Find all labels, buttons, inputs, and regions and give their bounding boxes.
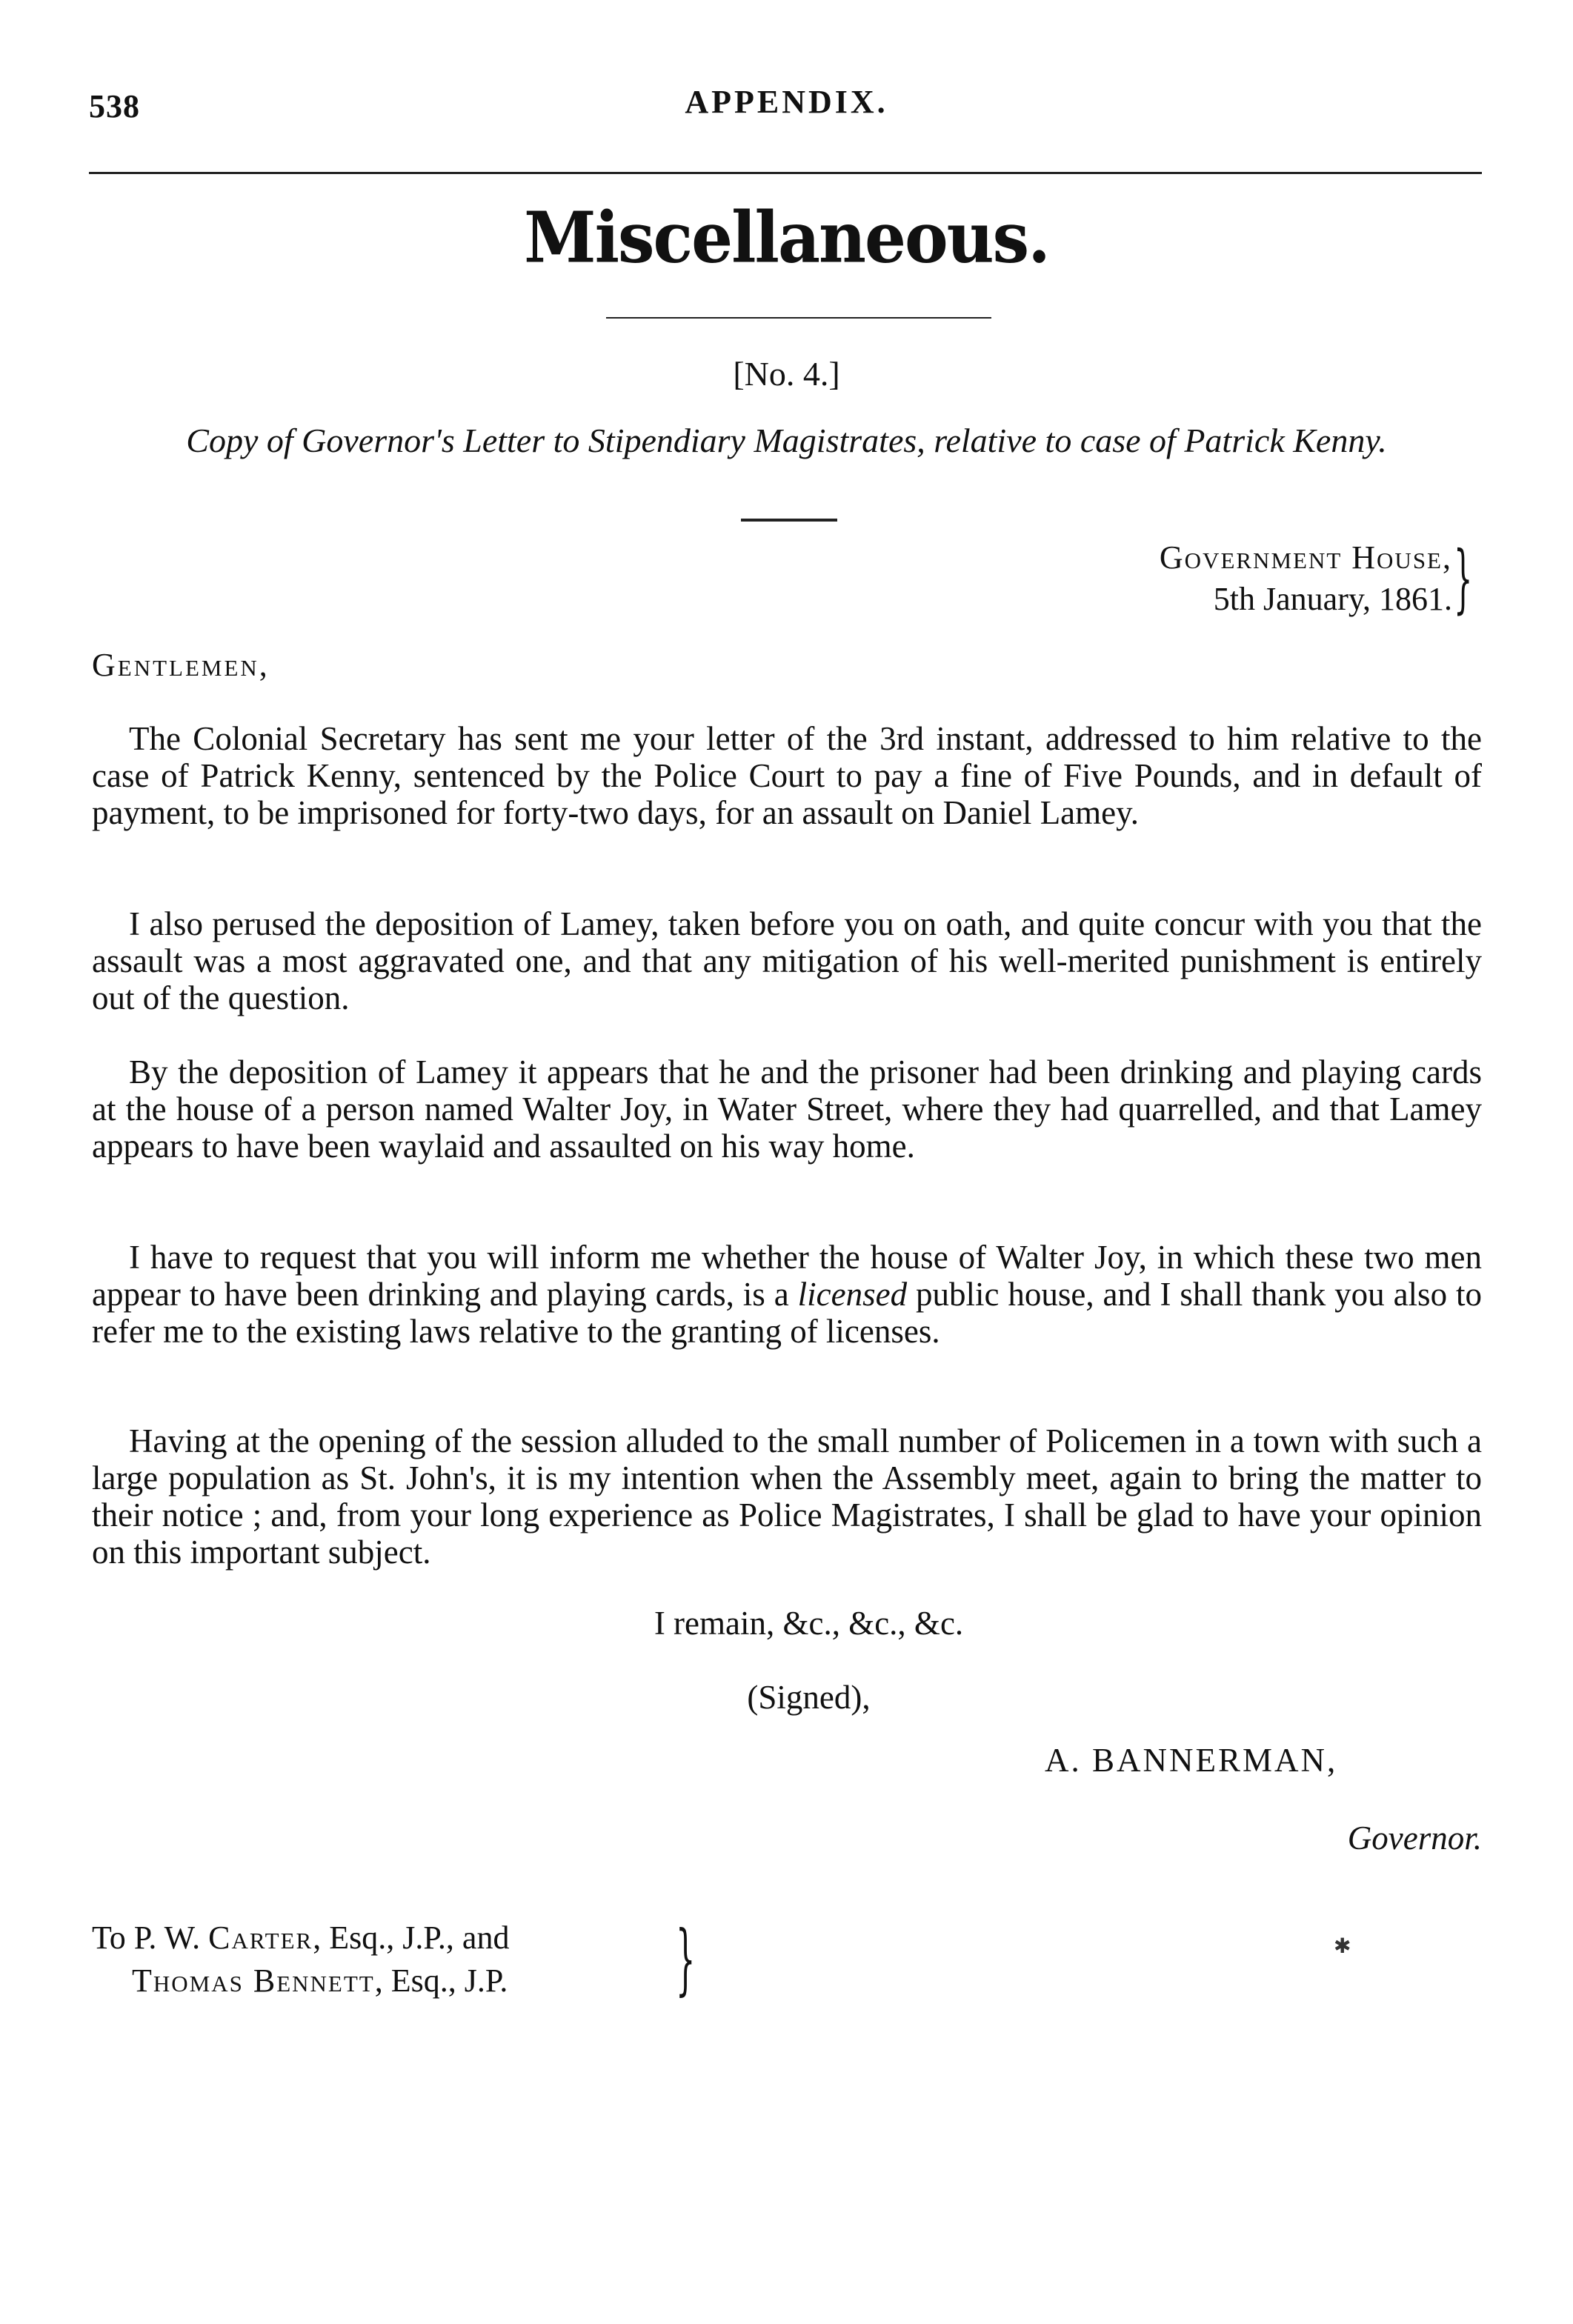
dateline-brace: } — [1454, 535, 1473, 622]
paragraph-4 — [92, 1239, 1482, 1350]
addressee-prefix: To P. W. — [92, 1920, 209, 1956]
paragraph-1: The Colonial Secretary has sent me your letter of the 3rd instant, addressed to him relative to the case of Patrick Kenny, sentenced by the Police Court to pay a fine of Five Pounds, and in default of payment, to be imprisoned for forty-two days, for an assault on Daniel Lamey. — [92, 720, 1482, 831]
document-title: Copy of Governor's Letter to Stipendiary Magistrates, relative to case of Patrick Kenny. — [186, 422, 1387, 459]
addressee-line-1 — [92, 1919, 509, 1957]
signer-title: Governor. — [1347, 1819, 1482, 1857]
paragraph-4-emphasis: licensed — [797, 1276, 908, 1313]
dateline-date: 5th January, 1861. — [1213, 581, 1452, 617]
page-number: 538 — [89, 88, 140, 124]
paragraph-5: Having at the opening of the session alluded to the small number of Policemen in a town with such a large population as St. John's, it is my intention when the Assembly meet, again to bring the matter to their notice ; and, from your long experience as Police Magistrates, I shall be glad to have your opinion on this important subject. — [92, 1422, 1482, 1571]
paragraph-3: By the deposition of Lamey it appears that he and the prisoner had been drinking and playing cards at the house of a person named Walter Joy, in Water Street, where they had quarrelled, and that Lamey appears to have been waylaid and assaulted on his way home. — [92, 1053, 1482, 1165]
paragraph-2: I also perused the deposition of Lamey, taken before you on oath, and quite concur with you that the assault was a most aggravated one, and that any mitigation of his well-merited punishment is entirely out of the question. — [92, 905, 1482, 1016]
salutation: Gentlemen, — [92, 647, 270, 683]
header-rule — [89, 172, 1482, 174]
paragraph-4-part-2: public house, and I shall thank you also to refer me to the existing laws relative to the granting of licenses. — [92, 1276, 1482, 1350]
signed-note: (Signed), — [747, 1679, 871, 1716]
section-title: Miscellaneous. — [524, 195, 1049, 279]
closing: I remain, &c., &c., &c. — [654, 1605, 964, 1642]
dateline — [889, 537, 1452, 620]
paragraph-4-part-1: I have to request that you will inform me whether the house of Walter Joy, in which these two men appear to have been drinking and playing cards, is a — [92, 1239, 1482, 1313]
addressee-name-1: Carter — [208, 1920, 313, 1956]
addressee-brace: } — [676, 1914, 696, 2004]
title-rule — [741, 519, 837, 522]
document-number: [No. 4.] — [733, 355, 840, 393]
dateline-place: Government House, — [1159, 539, 1452, 576]
running-head: APPENDIX. — [685, 84, 888, 120]
addressee-line-2 — [132, 1962, 508, 2000]
ink-mark: ✱ — [1334, 1935, 1351, 1958]
signer-name: A. BANNERMAN, — [1045, 1742, 1338, 1779]
addressee-suffix-1: , Esq., J.P., and — [313, 1920, 510, 1956]
addressee-name-2: Thomas Bennett — [132, 1962, 375, 1999]
addressee-suffix-2: , Esq., J.P. — [374, 1962, 508, 1999]
section-rule — [606, 317, 991, 319]
